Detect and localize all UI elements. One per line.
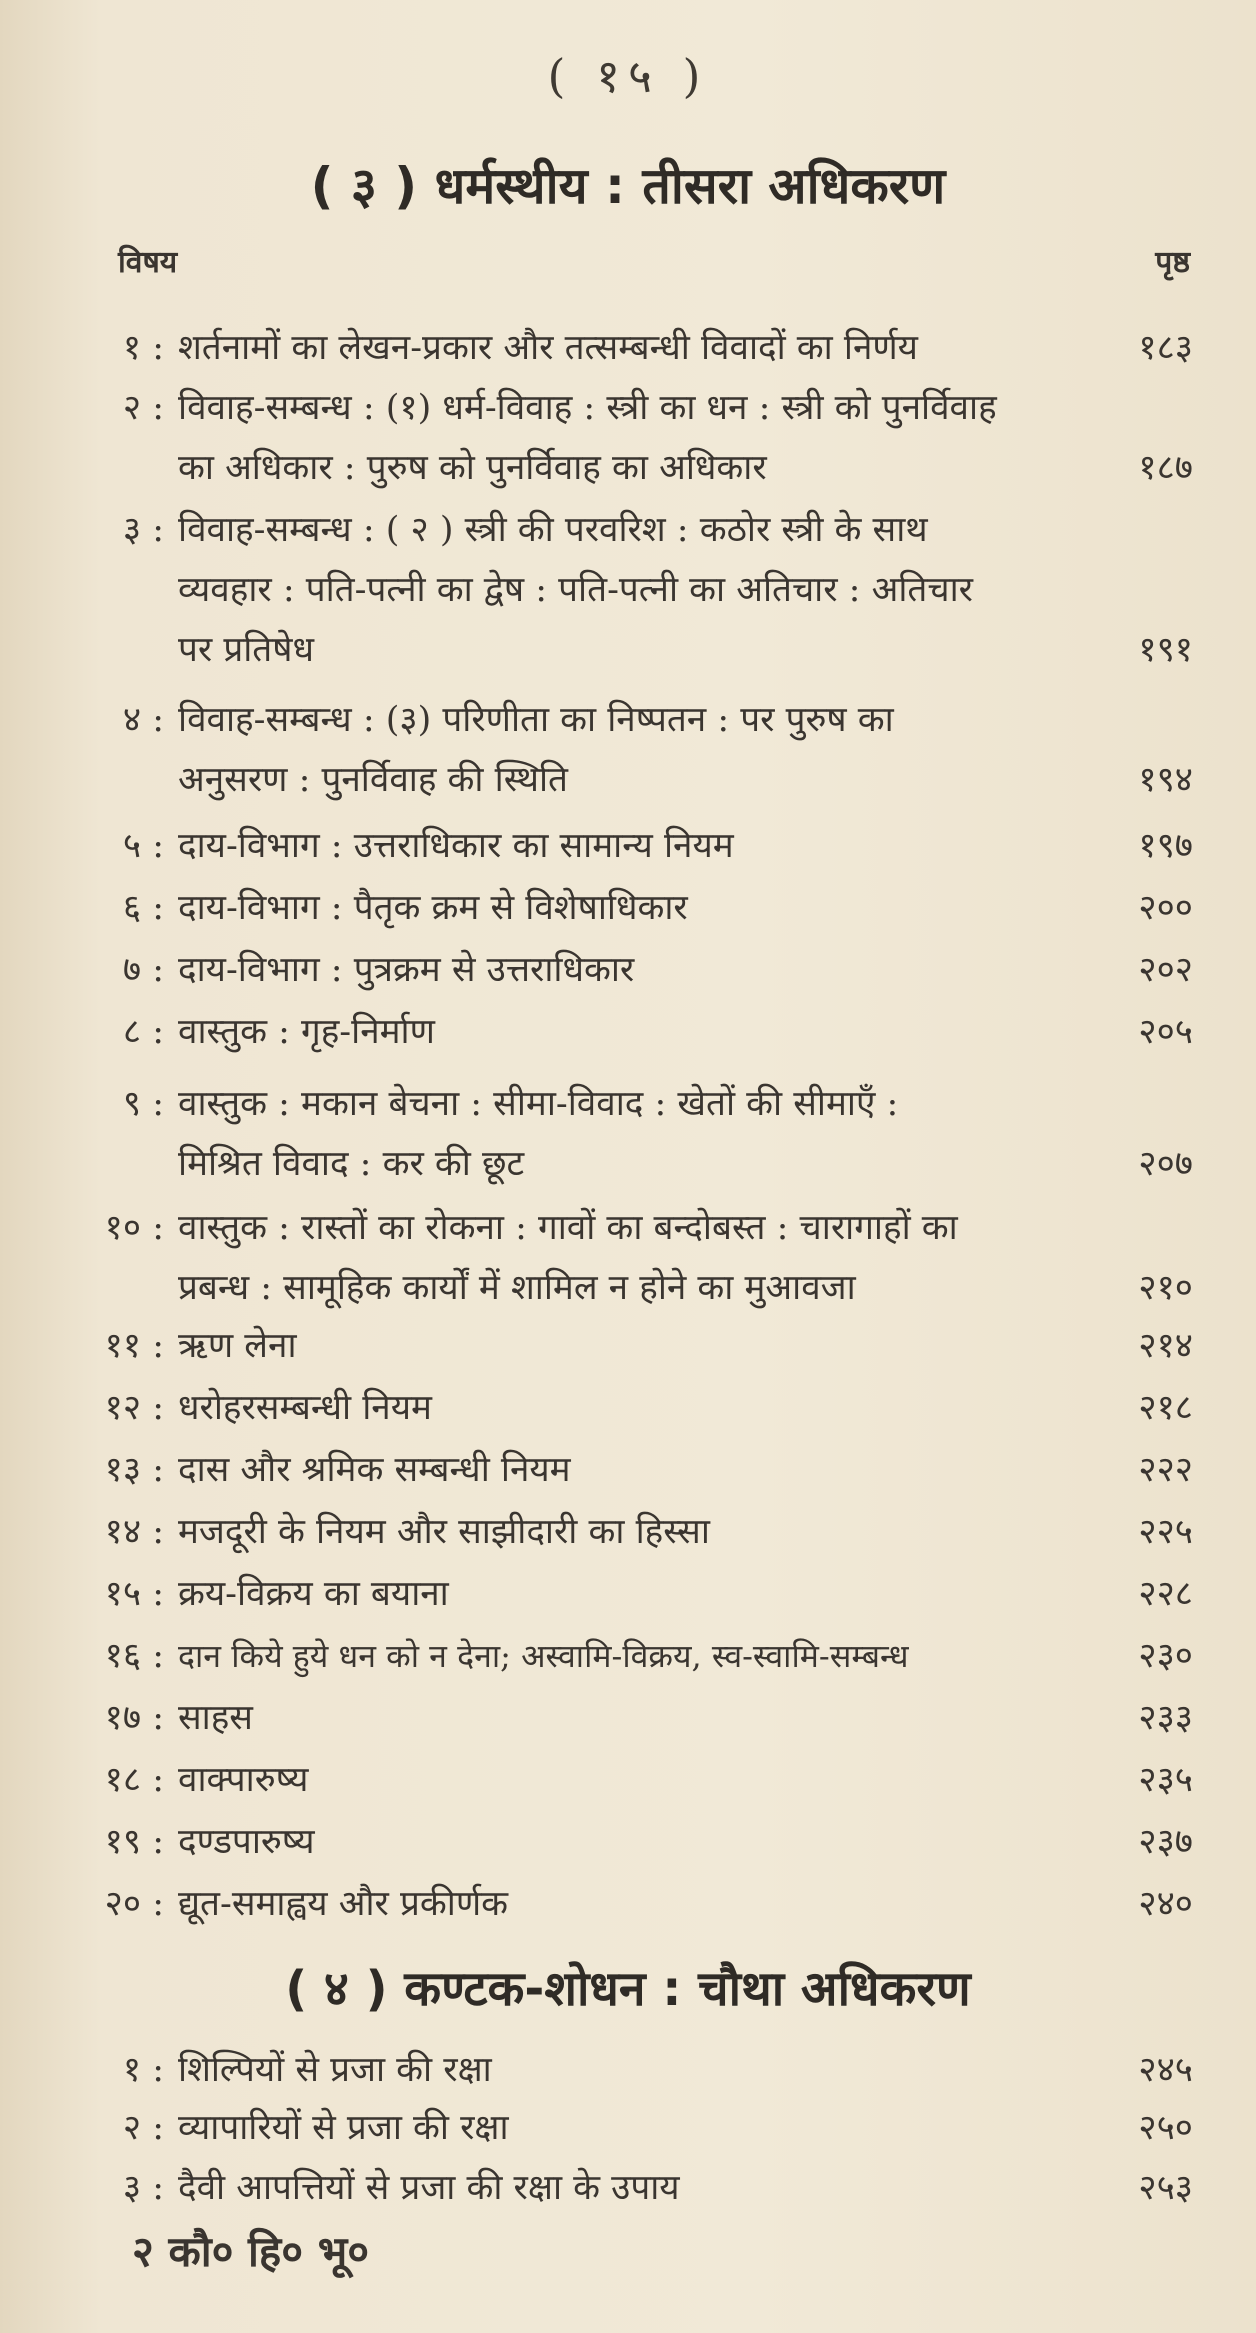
entry-title [178,1316,1078,1376]
entry-title [178,2040,1078,2100]
entry-title [178,1440,1078,1500]
entry-title [178,1688,1078,1748]
entry-page: २३५ [1138,1760,1193,1800]
entry-number: ८ : [122,1012,164,1052]
entry-page: १९७ [1138,826,1193,866]
entry-title-line: शिल्पियों से प्रजा की रक्षा [178,2050,492,2090]
entry-title [178,1198,1078,1318]
entry-number: १ : [122,328,164,368]
entry-number: १२ : [104,1388,164,1428]
entry-title [178,690,1078,810]
entry-title [178,2098,1078,2158]
entry-title-line: वाक्पारुष्य [178,1760,309,1800]
entry-title [178,1074,1078,1194]
entry-title-line: प्रबन्ध : सामूहिक कार्यों में शामिल न होने का मुआवजा [178,1268,856,1308]
entry-number: ३ : [122,2168,164,2208]
section-3-heading: ( ३ ) धर्मस्थीय : तीसरा अधिकरण [310,157,946,215]
entry-title-line: दास और श्रमिक सम्बन्धी नियम [178,1450,571,1490]
entry-number: १३ : [104,1450,164,1490]
entry-title [178,378,1078,498]
entry-title-line: का अधिकार : पुरुष को पुनर्विवाह का अधिकार [178,448,767,488]
entry-page: २१८ [1138,1388,1193,1428]
entry-title [178,500,1078,680]
entry-page: २३० [1138,1636,1193,1676]
entry-title [178,1626,1078,1686]
entry-page: २०७ [1138,1144,1193,1184]
entry-number: २ : [122,388,164,428]
entry-page: २४० [1138,1884,1193,1924]
entry-title-line: मजदूरी के नियम और साझीदारी का हिस्सा [178,1512,710,1552]
entry-title [178,1750,1078,1810]
entry-title [178,1564,1078,1624]
entry-title [178,2158,1078,2218]
page-number: ( १५ ) [547,49,709,103]
entry-title-line: पर प्रतिषेध [178,630,315,670]
entry-title-line: वास्तुक : गृह-निर्माण [178,1012,435,1052]
entry-number: ११ : [104,1326,164,1366]
entry-title-line: द्यूत-समाह्वय और प्रकीर्णक [178,1884,509,1924]
column-header-subject: विषय [118,245,178,280]
entry-page: २२५ [1138,1512,1193,1552]
entry-page: १९४ [1138,760,1193,800]
entry-page: १८३ [1138,328,1193,368]
entry-title [178,318,1078,378]
column-header-page: पृष्ठ [1155,245,1190,280]
entry-page: २३३ [1138,1698,1193,1738]
entry-title-line: क्रय-विक्रय का बयाना [178,1574,449,1614]
entry-title-line: विवाह-सम्बन्ध : ( २ ) स्त्री की परवरिश : कठोर स्त्री के साथ [178,510,928,550]
entry-number: ३ : [122,510,164,550]
entry-page: २१४ [1138,1326,1193,1366]
entry-title-line: दण्डपारुष्य [178,1822,315,1862]
entry-page: २२२ [1138,1450,1193,1490]
entry-title-line: विवाह-सम्बन्ध : (१) धर्म-विवाह : स्त्री का धन : स्त्री को पुनर्विवाह [178,388,997,428]
entry-page: १९१ [1138,630,1193,670]
entry-page: २५० [1138,2108,1193,2148]
entry-number: १६ : [104,1636,164,1676]
entry-title-line: ऋण लेना [178,1326,297,1366]
entry-title-line: दाय-विभाग : उत्तराधिकार का सामान्य नियम [178,826,734,866]
entry-number: ५ : [122,826,164,866]
entry-title-line: विवाह-सम्बन्ध : (३) परिणीता का निष्पतन : पर पुरुष का [178,700,894,740]
entry-number: १८ : [104,1760,164,1800]
entry-page: १८७ [1138,448,1193,488]
entry-number: ६ : [122,888,164,928]
entry-number: ७ : [122,950,164,990]
entry-page: २२८ [1138,1574,1193,1614]
entry-number: २ : [122,2108,164,2148]
entry-number: १ : [122,2050,164,2090]
entry-number: १० : [104,1208,164,1248]
signature-mark: २ कौ० हि० भू० [132,2227,370,2276]
entry-page: २३७ [1138,1822,1193,1862]
entry-number: १५ : [104,1574,164,1614]
entry-title [178,1502,1078,1562]
entry-title-line: अनुसरण : पुनर्विवाह की स्थिति [178,760,568,800]
entry-number: २० : [104,1884,164,1924]
entry-page: २०२ [1138,950,1193,990]
entry-title [178,1002,1078,1062]
entry-title-line: दैवी आपत्तियों से प्रजा की रक्षा के उपाय [178,2168,680,2208]
entry-title-line: व्यापारियों से प्रजा की रक्षा [178,2108,509,2148]
entry-title-line: वास्तुक : रास्तों का रोकना : गावों का बन्दोबस्त : चारागाहों का [178,1208,958,1248]
entry-page: २५३ [1138,2168,1193,2208]
section-4-heading: ( ४ ) कण्टक-शोधन : चौथा अधिकरण [285,1961,971,2017]
entry-page: २४५ [1138,2050,1193,2090]
entry-page: २०० [1138,888,1193,928]
entry-title-line: दाय-विभाग : पैतृक क्रम से विशेषाधिकार [178,888,688,928]
entry-title-line: वास्तुक : मकान बेचना : सीमा-विवाद : खेतों की सीमाएँ : [178,1084,899,1124]
entry-title-line: दाय-विभाग : पुत्रक्रम से उत्तराधिकार [178,950,635,990]
entry-title [178,1378,1078,1438]
entry-title-line: शर्तनामों का लेखन-प्रकार और तत्सम्बन्धी विवादों का निर्णय [178,328,918,368]
entry-title [178,940,1078,1000]
entry-number: १९ : [104,1822,164,1862]
entry-title-line: धरोहरसम्बन्धी नियम [178,1388,432,1428]
entry-number: ९ : [122,1084,164,1124]
entry-number: १७ : [104,1698,164,1738]
entry-number: १४ : [104,1512,164,1552]
entry-title [178,1812,1078,1872]
entry-title-line: दान किये हुये धन को न देना; अस्वामि-विक्रय, स्व-स्वामि-सम्बन्ध [178,1637,909,1675]
entry-title [178,878,1078,938]
entry-title-line: मिश्रित विवाद : कर की छूट [178,1144,525,1184]
entry-number: ४ : [122,700,164,740]
entry-title-line: व्यवहार : पति-पत्नी का द्वेष : पति-पत्नी का अतिचार : अतिचार [178,570,973,610]
entry-title [178,816,1078,876]
entry-page: २१० [1138,1268,1193,1308]
entry-title [178,1874,1078,1934]
entry-page: २०५ [1138,1012,1193,1052]
entry-title-line: साहस [178,1698,253,1738]
